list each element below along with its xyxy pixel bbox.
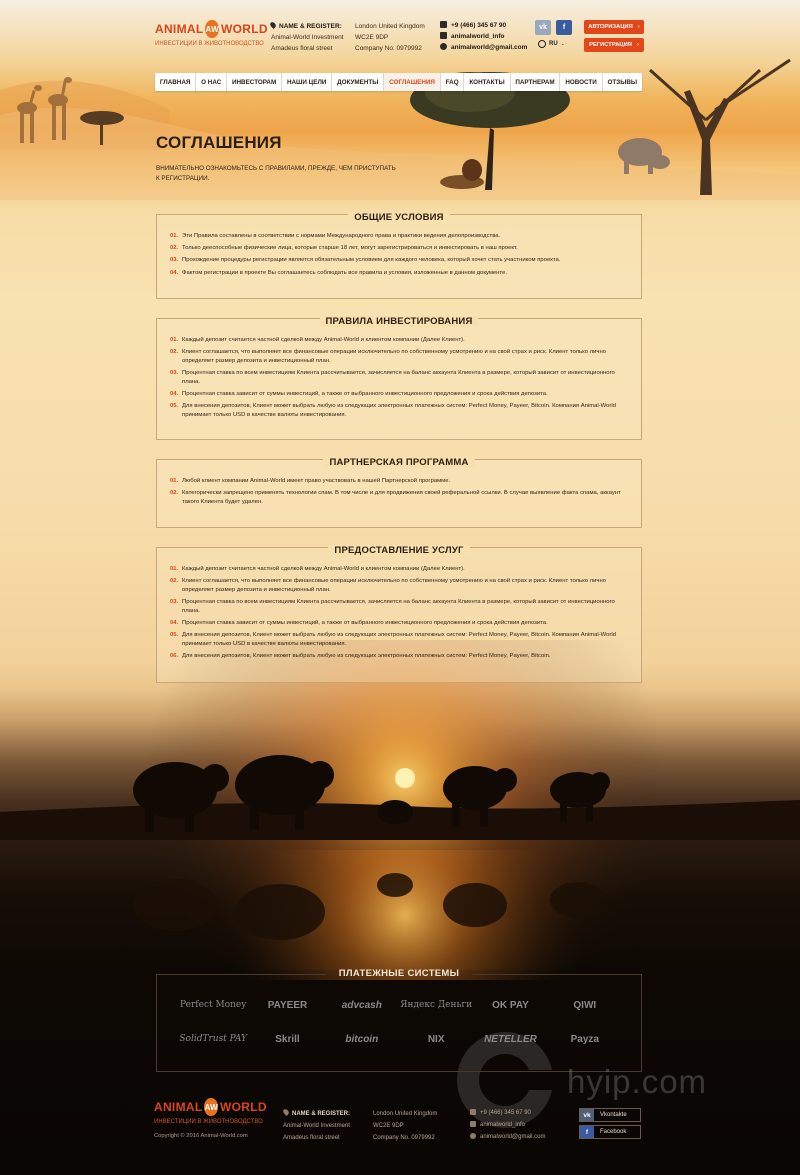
login-label: АВТОРИЗАЦИЯ — [588, 24, 633, 30]
brand-mark: AW — [205, 20, 219, 38]
brand-name-left: ANIMAL — [154, 1100, 203, 1114]
facebook-icon: f — [580, 1126, 594, 1138]
rule-text: Прохождение процедуры регистрации является обязательным условием для каждого человека, который хочет стать участником проекта. — [182, 257, 561, 264]
section-title: ПРАВИЛА ИНВЕСТИРОВАНИЯ — [320, 316, 479, 327]
brand-logo[interactable] — [155, 20, 268, 47]
rule-number: 03. — [170, 257, 179, 264]
nav-item[interactable]: ДОКУМЕНТЫ — [332, 73, 384, 91]
map-pin-icon — [269, 21, 277, 29]
section-title: ПАРТНЕРСКАЯ ПРОГРАММА — [323, 457, 474, 468]
header-register — [270, 21, 344, 54]
payment-logo: Payza — [570, 1034, 599, 1045]
language-value: RU — [549, 41, 558, 47]
phone-icon — [470, 1109, 476, 1115]
footer-copyright: Copyright © 2016 Animal-World.com — [154, 1133, 248, 1139]
vk-icon[interactable]: vk — [535, 20, 551, 35]
chevron-right-icon: › — [636, 42, 639, 48]
rule-number: 04. — [170, 391, 179, 398]
rule-item — [170, 348, 627, 365]
footer-address-line: Company No. 0979992 — [373, 1135, 435, 1141]
rule-item — [170, 244, 627, 253]
rule-item — [170, 477, 627, 486]
footer-address — [373, 1108, 437, 1144]
rule-item — [170, 369, 627, 386]
skype-icon — [440, 43, 447, 50]
rule-item — [170, 489, 627, 506]
nav-item[interactable]: ПАРТНЕРАМ — [511, 73, 561, 91]
footer-phone[interactable]: +9 (466) 345 67 90 — [480, 1110, 531, 1116]
brand-tagline: ИНВЕСТИЦИИ В ЖИВОТНОВОДСТВО — [155, 41, 264, 47]
register-label: NAME & REGISTER: — [279, 23, 342, 30]
rule-item — [170, 619, 627, 628]
rule-number: 02. — [170, 245, 179, 252]
nav-item[interactable]: FAQ — [441, 73, 465, 91]
rule-item — [170, 402, 627, 419]
rule-number: 01. — [170, 566, 179, 572]
facebook-icon[interactable]: f — [556, 20, 572, 35]
payment-logo: NETELLER — [484, 1034, 537, 1045]
rule-number: 05. — [170, 632, 179, 639]
payment-logo: QIWI — [573, 1000, 597, 1011]
footer-facebook-button[interactable] — [579, 1125, 641, 1139]
rule-number: 01. — [170, 337, 179, 343]
chevron-down-icon: ⌄ — [560, 41, 565, 47]
payment-logo: PAYEER — [267, 1000, 308, 1011]
rule-item — [170, 565, 627, 574]
payments-row-1 — [176, 1000, 622, 1011]
email-icon — [470, 1121, 476, 1127]
rule-item — [170, 631, 627, 648]
payment-logo: Skrill — [275, 1034, 300, 1045]
rule-number: 03. — [170, 370, 179, 377]
header-contacts — [440, 20, 527, 53]
rule-number: 06. — [170, 653, 179, 660]
chevron-right-icon: › — [637, 24, 640, 30]
rule-number: 05. — [170, 403, 179, 410]
footer-fb-label: Facebook — [600, 1129, 627, 1135]
rule-number: 03. — [170, 599, 179, 606]
nav-item[interactable]: ГЛАВНАЯ — [155, 73, 196, 91]
rule-text: Процентная ставка зависит от суммы инвестиций, а также от выбранного инвестиционного предложения и срока действия депозита. — [182, 391, 548, 398]
payment-logo: advcash — [341, 1000, 382, 1011]
payment-logo: SolidTrust PAY — [179, 1034, 247, 1044]
globe-icon — [538, 40, 546, 48]
brand-tagline: ИНВЕСТИЦИИ В ЖИВОТНОВОДСТВО — [154, 1119, 263, 1125]
rule-text: Любой клиент компании Animal-World имеет право участвовать в нашей Партнерской программе. — [182, 478, 451, 484]
footer-email[interactable]: animalworld@gmail.com — [480, 1134, 546, 1140]
main-nav — [155, 73, 642, 91]
page-intro: ВНИМАТЕЛЬНО ОЗНАКОМЬТЕСЬ С ПРАВИЛАМИ, ПРЕЖДЕ, ЧЕМ ПРИСТУПАТЬ К РЕГИСТРАЦИИ. — [156, 165, 396, 182]
email-icon — [440, 32, 447, 39]
contact-email[interactable]: animalworld@gmail.com — [451, 44, 528, 51]
brand-mark: AW — [204, 1098, 218, 1116]
language-selector[interactable] — [538, 40, 565, 48]
footer-register-label: NAME & REGISTER: — [292, 1111, 351, 1117]
rule-text: Для внесения депозитов, Клиент может выбрать любую из следующих электронных платежных систем: Perfect Money, Payeer, Bitcoin. — [182, 653, 551, 660]
payment-logo: OK PAY — [492, 1000, 529, 1011]
rule-number: 01. — [170, 478, 179, 484]
payment-logo: bitcoin — [345, 1034, 379, 1045]
nav-item[interactable]: НАШИ ЦЕЛИ — [282, 73, 332, 91]
contact-phone[interactable]: +9 (466) 345 67 90 — [451, 22, 507, 29]
address-line: WC2E 9DP — [355, 34, 389, 41]
section-partner — [156, 459, 642, 528]
rule-item — [170, 232, 627, 241]
payment-logo: Яндекс Деньги — [400, 1000, 473, 1010]
rule-text: Категорически запрещено применять технологии спам. В том числе и для продвижения своей реферальной ссылки. В случае выявление факта спама, аккаунт такого Клиента будет удален. — [182, 490, 621, 505]
payment-logo: Perfect Money — [180, 1000, 247, 1010]
rule-item — [170, 598, 627, 615]
page-title: СОГЛАШЕНИЯ — [156, 133, 282, 152]
rule-text: Только дееспособные физические лица, которые старше 18 лет, могут зарегистрироваться и инвестировать в наш проект. — [182, 245, 518, 252]
register-line: Animal-World Investment — [271, 34, 344, 41]
rule-item — [170, 336, 627, 345]
nav-item[interactable]: СОГЛАШЕНИЯ — [384, 73, 441, 91]
rule-item — [170, 269, 627, 278]
nav-item[interactable]: О НАС — [196, 73, 227, 91]
rule-item — [170, 577, 627, 594]
rule-number: 04. — [170, 269, 179, 276]
section-general — [156, 214, 642, 299]
footer-contacts — [470, 1107, 545, 1143]
rule-text: Процентная ставка по всем инвестициям Клиента рассчитывается, зачисляется на баланс аккаунта Клиента в размере, который зависит от инвестиционного плана. — [182, 599, 615, 614]
login-button[interactable] — [584, 20, 644, 34]
nav-item[interactable]: ОТЗЫВЫ — [607, 78, 638, 86]
nav-item[interactable]: КОНТАКТЫ — [464, 73, 510, 91]
section-services — [156, 547, 642, 683]
payment-logo: NIX — [427, 1034, 445, 1045]
brand-name-left: ANIMAL — [155, 22, 204, 36]
address-line: Company No. 0979992 — [355, 45, 422, 52]
brand-name-right: WORLD — [219, 1100, 267, 1114]
watermark-text: hyip.com — [567, 1063, 708, 1100]
rule-item — [170, 652, 627, 661]
footer-info[interactable]: animalworld_info — [480, 1122, 526, 1128]
phone-icon — [440, 21, 447, 28]
footer-register-line: Animal-World Investment — [283, 1123, 350, 1129]
section-investing — [156, 318, 642, 440]
payments-row-2 — [176, 1034, 622, 1045]
vk-icon: vk — [580, 1109, 594, 1121]
rule-text: Процентная ставка зависит от суммы инвестиций, а также от выбранного инвестиционного предложения и срока действия депозита. — [182, 620, 548, 627]
nav-item[interactable]: ИНВЕСТОРАМ — [227, 73, 282, 91]
footer-register — [283, 1108, 350, 1144]
rule-number: 04. — [170, 620, 179, 627]
rule-text: Клиент соглашается, что выполняет все финансовые операции исключительно по собственному усмотрению и на свой страх и риск. Клиент только лично определяет размер депозита и инвестиционный план. — [182, 349, 606, 364]
rule-number: 01. — [170, 233, 179, 239]
header-address — [355, 21, 425, 54]
footer-logo[interactable] — [154, 1098, 267, 1125]
address-line: London United Kingdom — [355, 23, 425, 30]
rule-text: Для внесения депозитов, Клиент может выбрать любую из следующих электронных платежных систем: Perfect Money, Payeer, Bitcoin. Компания Animal-World принимает только USD в качестве валюты инвестирования. — [182, 632, 616, 647]
nav-item[interactable]: НОВОСТИ — [560, 73, 602, 91]
payments-box — [156, 974, 642, 1072]
register-btn-label: РЕГИСТРАЦИЯ — [589, 42, 632, 48]
rule-text: Клиент соглашается, что выполняет все финансовые операции исключительно по собственному усмотрению и на свой страх и риск. Клиент только лично определяет размер депозита и инвестиционный план. — [182, 578, 606, 593]
skype-icon — [470, 1133, 476, 1139]
rule-text: Для внесения депозитов, Клиент может выбрать любую из следующих электронных платежных систем: Perfect Money, Payeer, Bitcoin. Компания Animal-World принимает только USD в качестве валюты инвестирования. — [182, 403, 616, 418]
rule-number: 02. — [170, 490, 179, 497]
register-button[interactable] — [584, 38, 644, 52]
rule-text: Фактом регистрации в проекте Вы соглашаетесь соблюдать все правила и условия, изложенные в данном документе. — [182, 269, 507, 276]
rule-text: Процентная ставка по всем инвестициям Клиента рассчитывается, зачисляется на баланс аккаунта Клиента в размере, который зависит от инвестиционного плана. — [182, 370, 615, 385]
footer-vk-label: Vkontakte — [600, 1112, 627, 1118]
payments-title: ПЛАТЕЖНЫЕ СИСТЕМЫ — [338, 968, 460, 979]
contact-info[interactable]: animalworld_info — [451, 33, 505, 40]
rule-number: 02. — [170, 578, 179, 585]
footer-address-line: London United Kingdom — [373, 1111, 438, 1117]
rule-number: 02. — [170, 349, 179, 356]
footer-vk-button[interactable] — [579, 1108, 641, 1122]
map-pin-icon — [282, 1108, 290, 1116]
register-line: Amadeus floral street — [271, 45, 333, 52]
rule-text: Каждый депозит считается частной сделкой между Animal-World и клиентом компании (Далее Клиент). — [182, 337, 465, 343]
footer-register-line: Amadeus floral street — [283, 1135, 340, 1141]
brand-name-right: WORLD — [220, 22, 268, 36]
rule-item — [170, 256, 627, 265]
section-title: ОБЩИЕ УСЛОВИЯ — [348, 212, 449, 223]
section-title: ПРЕДОСТАВЛЕНИЕ УСЛУГ — [328, 545, 469, 556]
rule-item — [170, 390, 627, 399]
footer-address-line: WC2E 9DP — [373, 1123, 404, 1129]
rule-text: Каждый депозит считается частной сделкой между Animal-World и клиентом компании (Далее Клиент). — [182, 566, 465, 572]
rule-text: Эти Правила составлены в соответствии с нормами Международного права и практики ведения делопроизводства. — [182, 233, 501, 239]
